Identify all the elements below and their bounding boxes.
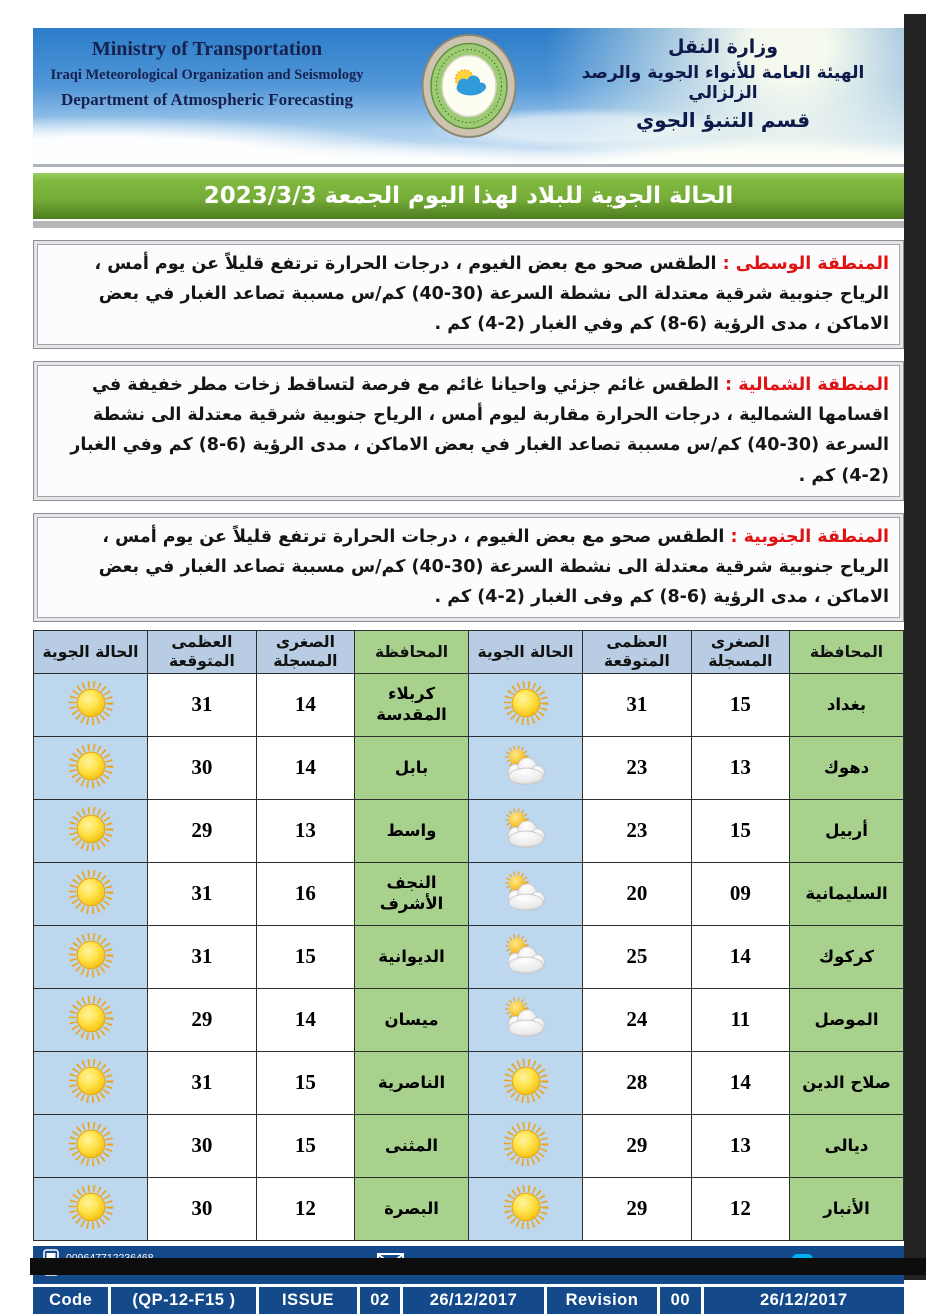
ministry-ar-line1: وزارة النقل [667,36,779,58]
province-header-left: المحافظة [355,630,469,673]
condition-cell-right [469,988,583,1051]
organization-ar-line2: الهيئة العامة للأنواء الجوية والرصد الزلزالي [581,63,865,103]
province-cell-right: الموصل [790,988,904,1051]
min-temp-cell-left: 15 [256,925,354,988]
table-row [34,988,904,1051]
code-cell: (QP-12-F15 ) [111,1287,259,1314]
province-cell-left: كربلاء المقدسة [355,673,469,736]
max-temp-cell-right: 23 [582,799,691,862]
min-temp-cell-left: 13 [256,799,354,862]
table-row [34,1177,904,1240]
code-cell: ISSUE [259,1287,359,1314]
sunny-icon [502,1090,550,1109]
region-name: المنطقة الوسطى : [716,254,889,274]
table-row [34,1051,904,1114]
code-cell: 26/12/2017 [403,1287,547,1314]
min-temp-cell-right: 13 [691,736,789,799]
condition-cell-right [469,862,583,925]
sunny-icon [67,775,115,794]
province-cell-left: الديوانية [355,925,469,988]
province-cell-right: الأنبار [790,1177,904,1240]
table-row [34,862,904,925]
table-header-row [34,630,904,673]
max-temp-cell-right: 24 [582,988,691,1051]
partly-cloudy-icon [501,1025,551,1044]
condition-cell-right [469,799,583,862]
min-temp-header-left: الصغرى المسجلة [256,630,354,673]
min-temp-cell-right: 09 [691,862,789,925]
max-temp-cell-left: 29 [148,799,257,862]
code-cell: 26/12/2017 [759,1290,848,1309]
code-cell: Revision [547,1287,660,1314]
meteorological-seal-logo [420,33,517,143]
condition-cell-right [469,1051,583,1114]
sunny-icon [67,712,115,731]
max-temp-cell-right: 31 [582,673,691,736]
max-temp-cell-left: 30 [148,1114,257,1177]
province-cell-right: صلاح الدين [790,1051,904,1114]
condition-cell-left [34,988,148,1051]
condition-cell-right [469,673,583,736]
min-temp-cell-left: 14 [256,673,354,736]
condition-cell-left [34,862,148,925]
region-forecast-box [33,513,904,622]
partly-cloudy-icon [501,899,551,918]
region-forecast-box [33,240,904,349]
code-cell: 00 [660,1287,704,1314]
department-ar-line3: قسم التنبؤ الجوي [635,108,811,132]
province-cell-right: السليمانية [790,862,904,925]
condition-cell-left [34,1051,148,1114]
max-temp-cell-left: 31 [148,1051,257,1114]
province-cell-left: النجف الأشرف [355,862,469,925]
max-temp-cell-left: 30 [148,1177,257,1240]
condition-cell-left [34,1114,148,1177]
region-name: المنطقة الجنوبية : [724,526,889,547]
sunny-icon [67,1090,115,1109]
partly-cloudy-icon [501,962,551,981]
min-temp-cell-right: 15 [691,673,789,736]
condition-cell-left [34,799,148,862]
sunny-icon [67,1216,115,1235]
photo-bottom-band [30,1258,926,1275]
province-cell-left: ميسان [355,988,469,1051]
sunny-icon [502,712,550,731]
region-forecast-text: الطقس صحو مع بعض الغيوم ، درجات الحرارة ترتفع قليلاً عن يوم أمس ، الرياح جنوبية شرقية معتدلة الى نشطة السرعة (30-40) كم/س مسببة تصاعد الغبار في بعض الاماكن ، مدى الرؤية (6-8) كم وفي الغبار (2-4) كم . [94,254,889,335]
province-cell-right: كركوك [790,925,904,988]
min-temp-cell-right: 14 [691,1051,789,1114]
max-temp-cell-left: 31 [148,862,257,925]
province-cell-right: ديالى [790,1114,904,1177]
min-temp-cell-left: 12 [256,1177,354,1240]
min-temp-cell-left: 15 [256,1051,354,1114]
document-code-bar [33,1284,904,1314]
region-name: المنطقة الشمالية : [719,375,889,396]
region-forecast-text: الطقس صحو مع بعض الغيوم ، درجات الحرارة ترتفع قليلاً عن يوم أمس ، الرياح جنوبية شرقية معتدلة الى نشطة السرعة (30-40) كم/س مسببة تصاعد الغبار في بعض الاماكن ، مدى الرؤية (6-8) كم وفى الغبار (2-4) كم . [98,526,889,607]
table-row [34,736,904,799]
province-cell-right: أربيل [790,799,904,862]
sunny-icon [67,901,115,920]
condition-cell-right [469,925,583,988]
province-header-right: المحافظة [790,630,904,673]
table-row [34,1114,904,1177]
min-temp-cell-right: 14 [691,925,789,988]
sky-banner-header [33,28,904,167]
organization-en-line2: Iraqi Meteorological Organization and Seismology [50,67,364,83]
min-temp-cell-left: 14 [256,988,354,1051]
code-cell: Code [33,1287,111,1314]
condition-cell-right [469,1177,583,1240]
sunny-icon [67,838,115,857]
min-temp-cell-left: 14 [256,736,354,799]
department-en-line3: Department of Atmospheric Forecasting [61,90,353,109]
code-cell: 02 [360,1287,404,1314]
region-forecasts [33,240,904,622]
max-temp-cell-left: 31 [148,925,257,988]
max-temp-cell-right: 29 [582,1114,691,1177]
partly-cloudy-icon [501,773,551,792]
table-row [34,673,904,736]
province-cell-left: الناصرية [355,1051,469,1114]
min-temp-cell-left: 16 [256,862,354,925]
condition-header-right: الحالة الجوية [469,630,583,673]
max-temp-header-right: العظمى المتوقعة [582,630,691,673]
max-temp-cell-right: 28 [582,1051,691,1114]
region-forecast-box [33,361,904,500]
min-temp-cell-right: 12 [691,1177,789,1240]
max-temp-cell-right: 25 [582,925,691,988]
max-temp-cell-left: 31 [148,673,257,736]
sunny-icon [502,1216,550,1235]
weather-bulletin-page [33,28,904,1314]
max-temp-cell-right: 23 [582,736,691,799]
condition-cell-left [34,1177,148,1240]
sunny-icon [67,1153,115,1172]
condition-header-left: الحالة الجوية [34,630,148,673]
weather-table-body [34,673,904,1240]
sunny-icon [67,1027,115,1046]
condition-cell-right [469,736,583,799]
provinces-weather-table [33,630,904,1241]
report-title-banner: الحالة الجوية للبلاد لهذا اليوم الجمعة 2023/3/3 [33,173,904,219]
min-temp-header-right: الصغرى المسجلة [691,630,789,673]
sunny-icon [502,1153,550,1172]
sunny-icon [67,964,115,983]
province-cell-right: دهوك [790,736,904,799]
condition-cell-left [34,925,148,988]
condition-cell-right [469,1114,583,1177]
partly-cloudy-icon [501,836,551,855]
condition-cell-left [34,673,148,736]
province-cell-left: واسط [355,799,469,862]
ministry-arabic-block [558,36,888,132]
max-temp-cell-left: 30 [148,736,257,799]
table-row [34,925,904,988]
max-temp-cell-right: 29 [582,1177,691,1240]
min-temp-cell-right: 15 [691,799,789,862]
min-temp-cell-right: 13 [691,1114,789,1177]
max-temp-cell-right: 20 [582,862,691,925]
region-forecast-text: الطقس غائم جزئي واحيانا غائم مع فرصة لتساقط زخات مطر خفيفة في اقسامها الشمالية ، درجات الحرارة مقاربة ليوم أمس ، الرياح جنوبية شرقية معتدلة الى نشطة السرعة (30-40) كم/س مسببة تصاعد الغبار في بعض الاماكن ، مدى الرؤية (6-8) كم وفي الغبار (2-4) كم . [70,375,889,486]
ministry-en-line1: Ministry of Transportation [91,38,323,60]
province-cell-left: بابل [355,736,469,799]
table-row [34,799,904,862]
ministry-english-block [47,38,367,110]
province-cell-left: المثنى [355,1114,469,1177]
banner-shadow-strip [33,221,904,228]
max-temp-header-left: العظمى المتوقعة [148,630,257,673]
max-temp-cell-left: 29 [148,988,257,1051]
province-cell-right: بغداد [790,673,904,736]
province-cell-left: البصرة [355,1177,469,1240]
condition-cell-left [34,736,148,799]
min-temp-cell-left: 15 [256,1114,354,1177]
photo-right-edge [904,14,926,1280]
min-temp-cell-right: 11 [691,988,789,1051]
